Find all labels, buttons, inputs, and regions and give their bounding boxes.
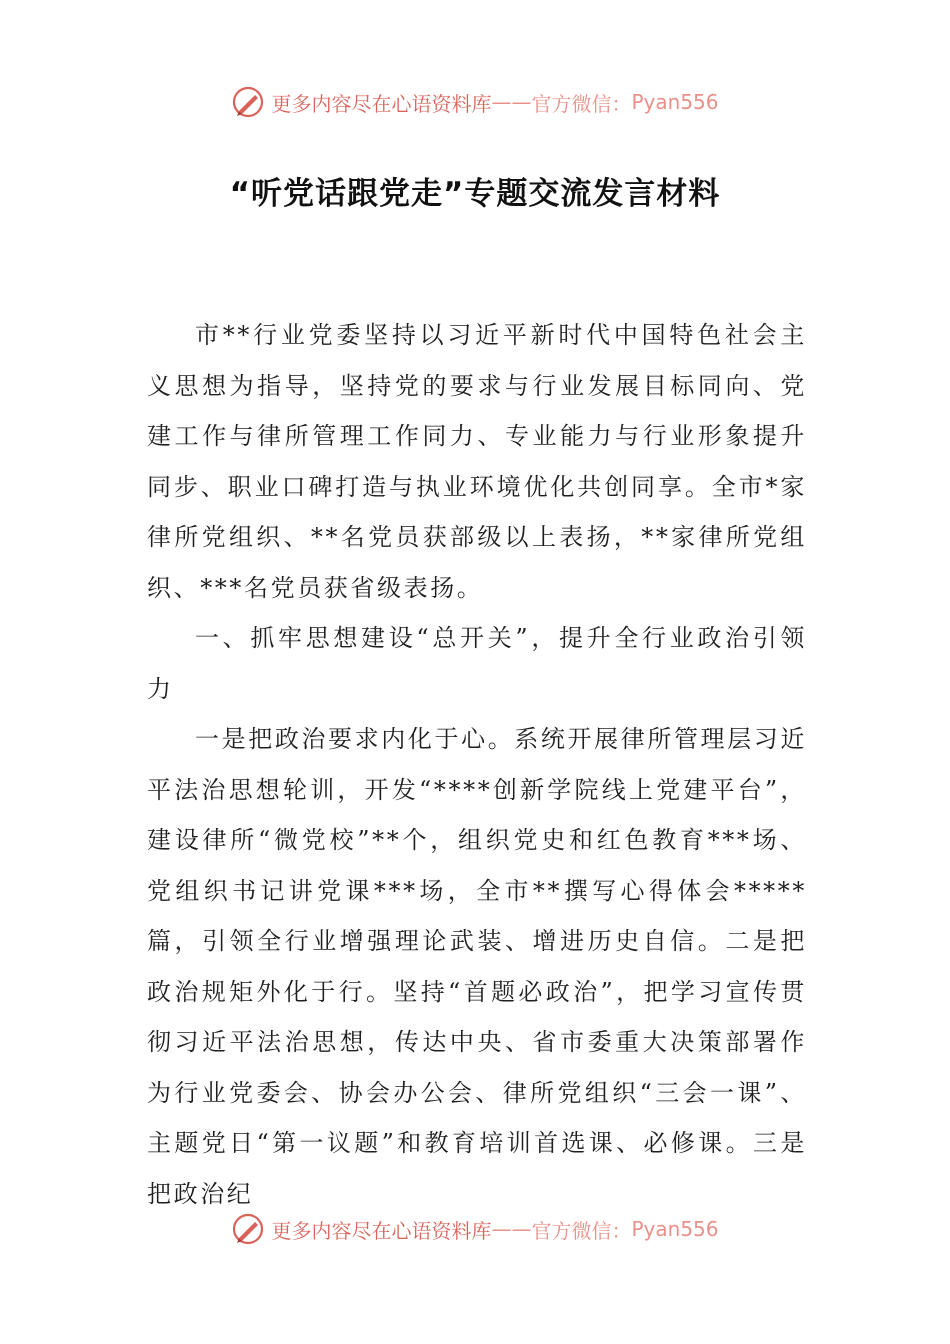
- footer-watermark-banner: [0, 1209, 950, 1249]
- section-heading-1: 一、抓牢思想建设“总开关”，提升全行业政治引领力: [147, 624, 807, 703]
- document-body: [147, 310, 807, 1219]
- banner-dash: ——: [491, 90, 532, 114]
- banner-main-text: 更多内容尽在心语资料库: [271, 1218, 492, 1243]
- paragraph-section-1: 一是把政治要求内化于心。系统开展律所管理层习近平法治思想轮训，开发“****创新学院线上党建平台”，建设律所“微党校”**个，组织党史和红色教育***场、党组织书记讲党课***场，全市**撰写心得体会*****篇，引领全行业增强理论武装、增进历史自信。二是把政治规矩外化于行。坚持“首题必政治”，把学习宣传贯彻习近平法治思想，传达中央、省市委重大决策部署作为行业党委会、协会办公会、律所党组织“三会一课”、主题党日“第一议题”和教育培训首选课、必修课。三是把政治纪: [147, 725, 807, 1208]
- banner-wechat-label: 官方微信：: [531, 1218, 632, 1243]
- banner-wechat-label: 官方微信：: [531, 91, 632, 116]
- pen-circle-icon: [231, 1212, 265, 1246]
- paragraph-intro: 市**行业党委坚持以习近平新时代中国特色社会主义思想为指导，坚持党的要求与行业发展目标同向、党建工作与律所管理工作同力、专业能力与行业形象提升同步、职业口碑打造与执业环境优化共创同享。全市*家律所党组织、**名党员获部级以上表扬，**家律所党组织、***名党员获省级表扬。: [147, 321, 807, 602]
- banner-wechat-id: Pyan556: [631, 1217, 719, 1241]
- document-title: “听党话跟党走”专题交流发言材料: [229, 176, 721, 212]
- banner-main-text: 更多内容尽在心语资料库: [271, 91, 492, 116]
- banner-wechat-id: Pyan556: [631, 90, 719, 114]
- banner-dash: ——: [491, 1217, 532, 1241]
- pen-circle-icon: [231, 85, 265, 119]
- header-watermark-banner: [0, 82, 950, 122]
